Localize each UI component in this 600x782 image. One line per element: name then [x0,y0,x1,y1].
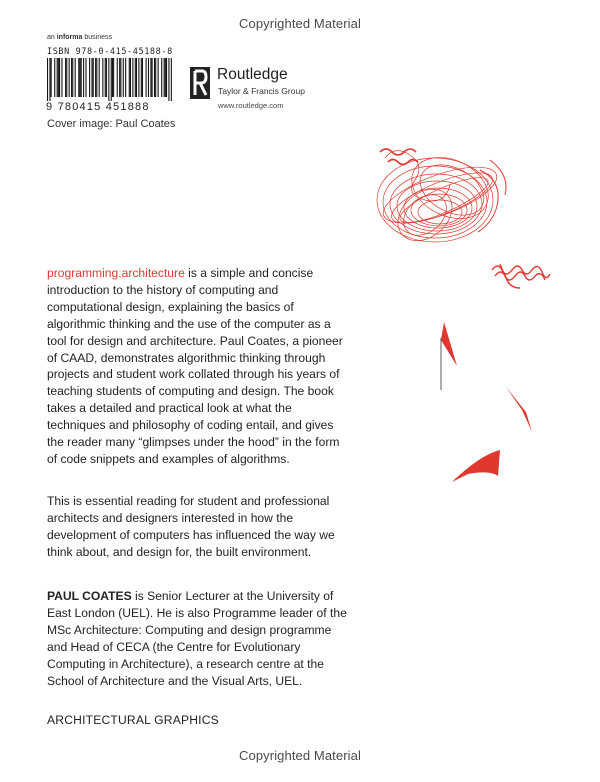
barcode-bar [57,58,58,97]
barcode-bar [79,58,80,97]
barcode-bar [61,58,62,97]
barcode-bar [66,58,67,97]
publisher-name: Routledge [217,66,288,83]
barcode-bar [136,58,137,97]
barcode-bar [72,58,73,97]
barcode-bar [150,58,151,97]
author-bio [47,588,347,689]
barcode-bar [75,58,76,97]
imprint-brand: informa [56,34,83,41]
barcode-bar [155,58,156,97]
barcode-bar [171,58,172,101]
copyright-watermark-bottom: Copyrighted Material [239,748,361,763]
barcode-bar [108,58,109,101]
publisher-url: www.routledge.com [218,101,284,110]
category-label: ARCHITECTURAL GRAPHICS [47,713,219,727]
barcode-bar [164,58,165,97]
barcode-bar [95,58,96,97]
barcode-bar [135,58,136,97]
barcode-bar [161,58,162,97]
description-paragraph-2: This is essential reading for student and professional architects and designers interested in how the development of computers has influenced the way we think about, and design for, the built environment. [47,494,335,559]
barcode-bar [152,58,153,97]
barcode-bar [165,58,166,97]
barcode-bar [119,58,120,97]
barcode-bar [112,58,113,97]
author-name: PAUL COATES [47,589,132,603]
barcode-bar [138,58,139,97]
barcode-bar [102,58,103,97]
barcode-bar [93,58,94,97]
barcode [47,58,172,101]
barcode-bar [47,58,48,101]
barcode-bar [83,58,84,97]
barcode-bar [85,58,86,97]
barcode-bar [99,58,100,97]
barcode-bar [148,58,149,97]
cover-credit: Cover image: Paul Coates [47,118,176,130]
barcode-bar [125,58,126,97]
imprint-suffix: business [82,34,112,41]
author-bio-text: is Senior Lecturer at the University of East London (UEL). He is also Programme leader of the MSc Architecture: Computing and design programme and Head of CECA (the Centre for Evolutionary Computing in Architecture), a research centre at the School of Architecture and the Visual Arts, UEL. [47,589,347,688]
barcode-bar [120,58,121,97]
barcode-bar [59,58,60,97]
barcode-bar [168,58,169,101]
spiral-form [492,264,550,288]
barcode-bar [117,58,118,97]
barcode-bar [65,58,66,97]
isbn-label: ISBN 978-0-415-45188-8 [47,47,173,57]
barcode-number: 9 780415 451888 [46,101,150,113]
imprint-label [47,34,112,41]
barcode-bar [54,58,55,97]
barcode-bar [96,58,97,97]
cover-artwork [340,140,600,510]
barcode-bar [81,58,82,97]
barcode-bar [132,58,133,97]
barcode-bar [78,58,79,97]
barcode-bar [158,58,159,97]
barcode-bar [166,58,167,97]
description-intro-text: is a simple and concise introduction to the history of computing and computational design, explaining the basics of algorithmic thinking and the use of the computer as a tool for design and architecture. Paul Coates, a pioneer of CAAD, demonstrates algorithmic thinking through projects and student work collated through his years of teaching students of computing and design. The book takes a detailed and practical look at what the techniques and philosophy of coding entail, and gives the reader many “glimpses under the hood” in the form of code snippets and examples of algorithms. [47,266,343,466]
barcode-bar [106,58,107,97]
imprint-prefix: an [47,34,57,41]
barcode-bar [58,58,59,97]
barcode-bar [105,58,106,97]
barcode-bar [69,58,70,97]
red-fragments [441,322,532,482]
publisher-group: Taylor & Francis Group [218,86,305,96]
routledge-logo-icon [190,67,210,99]
barcode-bar [123,58,124,97]
barcode-bar [111,58,112,101]
barcode-bar [130,58,131,97]
barcode-bar [142,58,143,97]
description-intro [47,265,347,468]
barcode-bar [51,58,52,97]
book-title-highlight: programming.architecture [47,266,185,280]
barcode-bar [113,58,114,97]
barcode-bar [49,58,50,101]
barcode-bar [91,58,92,97]
barcode-bar [146,58,147,97]
barcode-bar [141,58,142,97]
barcode-bar [89,58,90,97]
barcode-bar [129,58,130,97]
barcode-bar [154,58,155,97]
wireframe-form [377,146,506,251]
copyright-watermark-top: Copyrighted Material [239,16,361,31]
barcode-bar [71,58,72,97]
